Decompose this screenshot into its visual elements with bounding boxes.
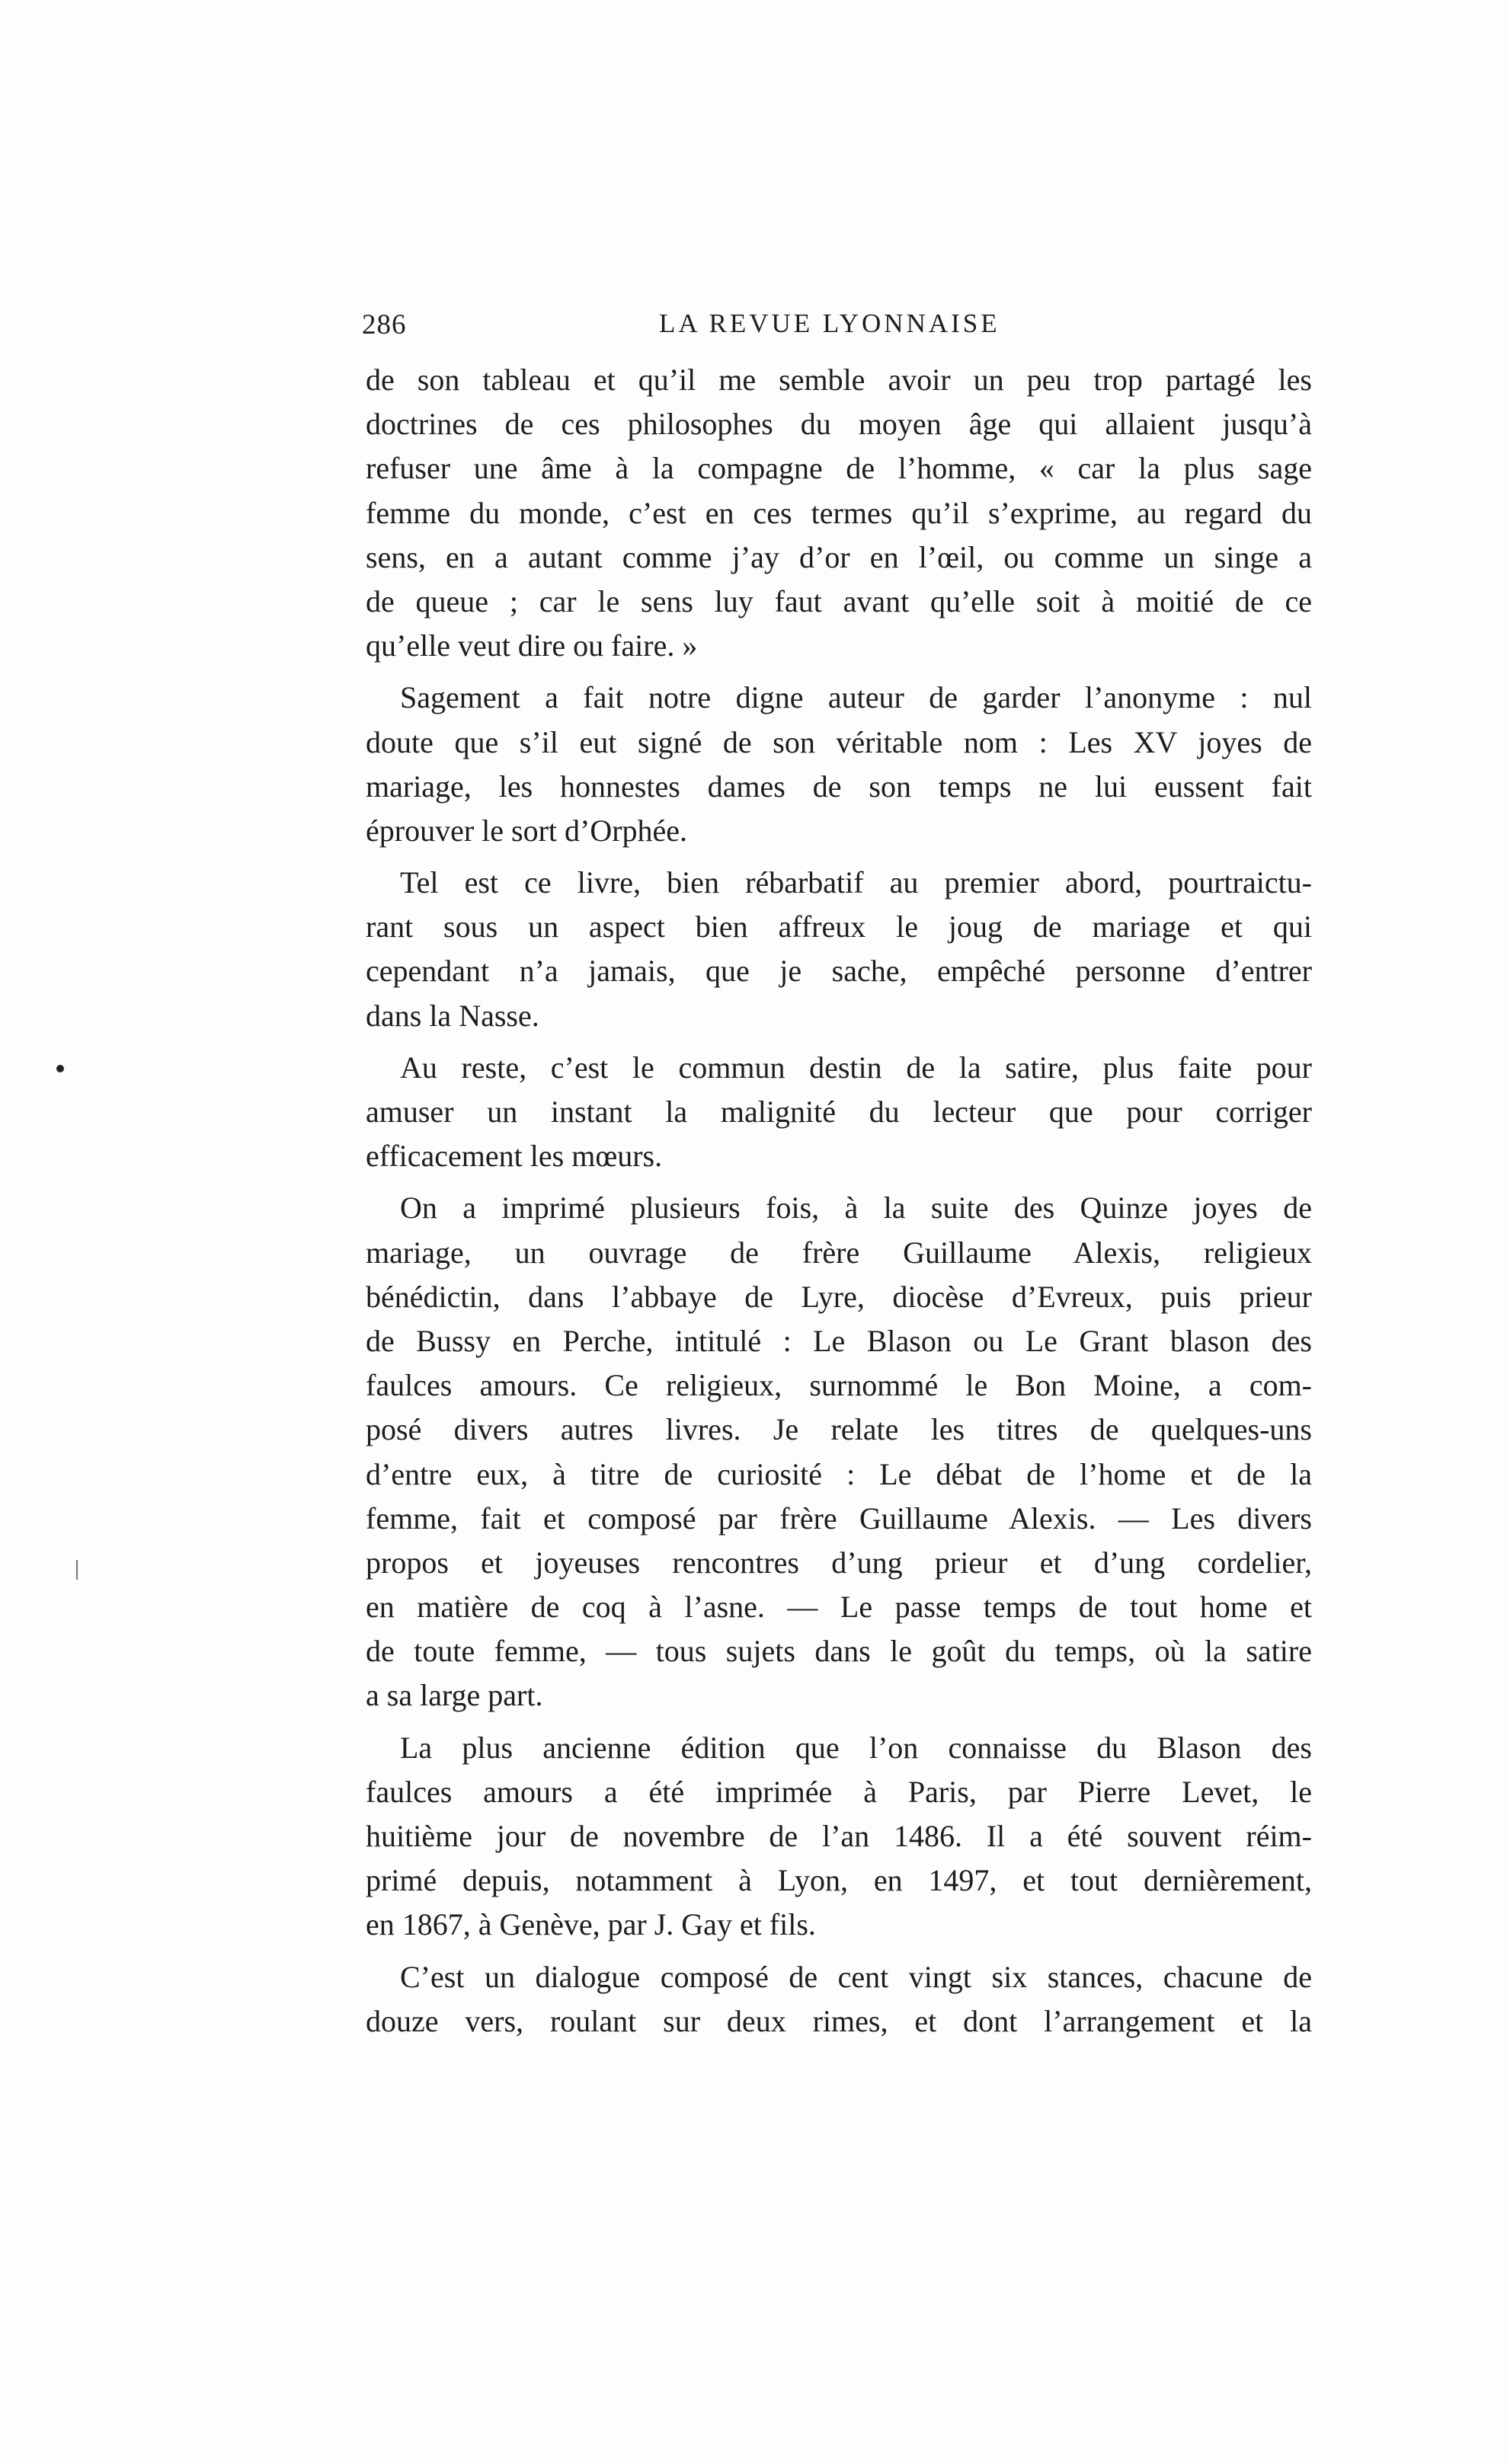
- text-line: faulces amours a été imprimée à Paris, par Pierre Levet, le: [366, 1774, 1312, 1809]
- paragraph: [366, 861, 1312, 1038]
- text-line: de queue ; car le sens luy faut avant qu’elle soit à moitié de ce: [366, 583, 1312, 618]
- text-line: qu’elle veut dire ou faire. »: [366, 628, 698, 663]
- text-line: primé depuis, notamment à Lyon, en 1497, et tout dernièrement,: [366, 1863, 1312, 1898]
- text-line: éprouver le sort d’Orphée.: [366, 813, 688, 848]
- text-line: douze vers, roulant sur deux rimes, et dont l’arrangement et la: [366, 2003, 1312, 2038]
- text-line: posé divers autres livres. Je relate les titres de quelques-uns: [366, 1412, 1312, 1447]
- text-line: en matière de coq à l’asne. — Le passe temps de tout home et: [366, 1590, 1312, 1625]
- text-line: de Bussy en Perche, intitulé : Le Blason ou Le Grant blason des: [366, 1323, 1312, 1358]
- text-line: Au reste, c’est le commun destin de la satire, plus faite pour: [400, 1050, 1312, 1085]
- text-line: cependant n’a jamais, que je sache, empêché personne d’entrer: [366, 954, 1312, 989]
- text-line: huitième jour de novembre de l’an 1486. Il a été souvent réim-: [366, 1819, 1312, 1853]
- text-line: efficacement les mœurs.: [366, 1139, 663, 1174]
- running-head: [362, 308, 1314, 354]
- paragraph: [366, 1046, 1312, 1179]
- body-text: [366, 358, 1312, 2044]
- text-line: de son tableau et qu’il me semble avoir un peu trop partagé les: [366, 363, 1312, 397]
- text-line: rant sous un aspect bien affreux le joug de mariage et qui: [366, 909, 1312, 944]
- paragraph: [366, 1726, 1312, 1948]
- text-line: Tel est ce livre, bien rébarbatif au premier abord, pourtraictu-: [400, 865, 1312, 900]
- text-line: femme du monde, c’est en ces termes qu’il s’exprime, au regard du: [366, 495, 1312, 530]
- text-line: La plus ancienne édition que l’on connaisse du Blason des: [400, 1730, 1312, 1765]
- text-line: faulces amours. Ce religieux, surnommé le Bon Moine, a com-: [366, 1368, 1312, 1403]
- page-number: 286: [362, 309, 407, 340]
- text-line: On a imprimé plusieurs fois, à la suite des Quinze joyes de: [400, 1190, 1312, 1226]
- text-line: en 1867, à Genève, par J. Gay et fils.: [366, 1907, 816, 1942]
- paragraph: [366, 676, 1312, 853]
- text-line: mariage, un ouvrage de frère Guillaume Alexis, religieux: [366, 1235, 1312, 1270]
- paragraph: [366, 1186, 1312, 1718]
- text-line: mariage, les honnestes dames de son temps ne lui eussent fait: [366, 769, 1312, 804]
- running-title: LA REVUE LYONNAISE: [659, 308, 1000, 338]
- text-line: sens, en a autant comme j’ay d’or en l’œil, ou comme un singe a: [366, 539, 1312, 574]
- text-line: propos et joyeuses rencontres d’ung prieur et d’ung cordelier,: [366, 1545, 1312, 1580]
- text-line: femme, fait et composé par frère Guillaume Alexis. — Les divers: [366, 1500, 1312, 1536]
- text-line: doute que s’il eut signé de son véritable nom : Les XV joyes de: [366, 724, 1312, 759]
- text-line: amuser un instant la malignité du lecteur que pour corriger: [366, 1095, 1312, 1129]
- text-line: bénédictin, dans l’abbaye de Lyre, diocèse d’Evreux, puis prieur: [366, 1279, 1312, 1314]
- text-line: Sagement a fait notre digne auteur de garder l’anonyme : nul: [400, 680, 1312, 715]
- ink-speck: [56, 1065, 64, 1072]
- text-line: de toute femme, — tous sujets dans le goût du temps, où la satire: [366, 1634, 1312, 1669]
- text-line: refuser une âme à la compagne de l’homme, « car la plus sage: [366, 451, 1312, 486]
- text-line: a sa large part.: [366, 1678, 543, 1713]
- text-line: doctrines de ces philosophes du moyen âge qui allaient jusqu’à: [366, 407, 1312, 442]
- text-line: C’est un dialogue composé de cent vingt six stances, chacune de: [400, 1959, 1312, 1994]
- paragraph: [366, 1955, 1312, 2044]
- text-line: d’entre eux, à titre de curiosité : Le débat de l’home et de la: [366, 1456, 1312, 1491]
- margin-mark: [76, 1560, 78, 1580]
- text-line: dans la Nasse.: [366, 998, 539, 1033]
- paragraph: [366, 358, 1312, 668]
